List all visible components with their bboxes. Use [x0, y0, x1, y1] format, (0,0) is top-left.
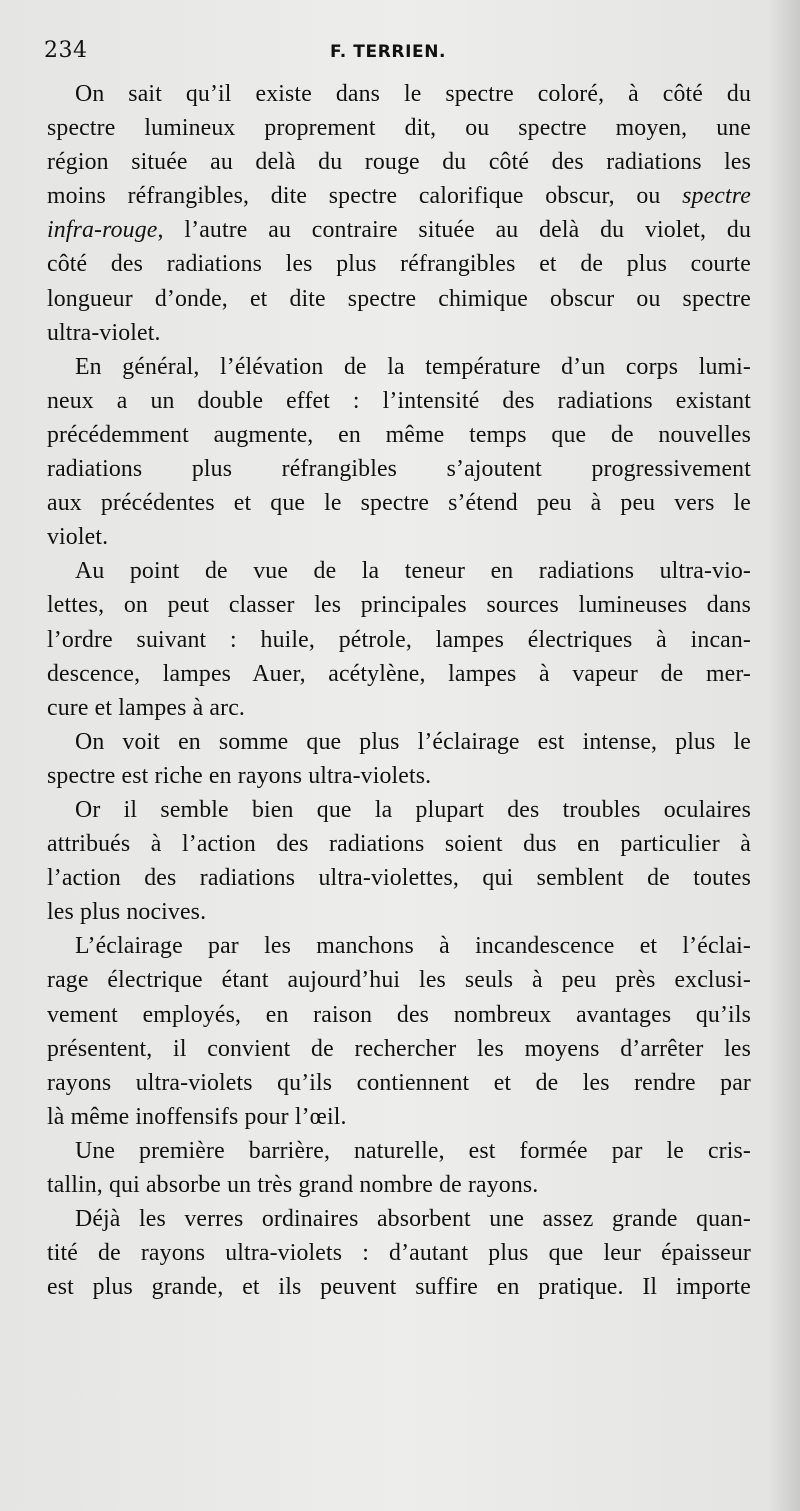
text-line: tallin, qui absorbe un très grand nombre de rayons. [47, 1172, 539, 1198]
text-line: là même inoffensifs pour l’œil. [47, 1103, 347, 1130]
text-line: L’éclairage par les manchons à incandescence et l’éclai- [75, 933, 751, 960]
running-head: F. TERRIEN. [330, 42, 447, 62]
text-line: Une première barrière, naturelle, est formée par le cris- [75, 1137, 751, 1164]
text-line: est plus grande, et ils peuvent suffire en pratique. Il importe [47, 1274, 751, 1301]
text-line: spectre est riche en rayons ultra-violets. [47, 762, 432, 789]
text-line: vement employés, en raison des nombreux avantages qu’ils [47, 1001, 751, 1028]
text-line: moins réfrangibles, dite spectre calorifique obscur, ou spectre [47, 183, 751, 210]
text-line: neux a un double effet : l’intensité des radiations existant [47, 387, 751, 414]
text-line: les plus nocives. [47, 899, 207, 926]
text-line: rayons ultra-violets qu’ils contiennent et de les rendre par [47, 1069, 751, 1096]
paragraph [47, 1134, 751, 1202]
text-line: longueur d’onde, et dite spectre chimique obscur ou spectre [47, 285, 751, 312]
text-line: lettes, on peut classer les principales sources lumineuses dans [47, 592, 751, 619]
page-header [44, 38, 754, 72]
paragraph [47, 929, 751, 1134]
text-line: radiations plus réfrangibles s’ajoutent progressivement [47, 456, 751, 483]
text-line: région située au delà du rouge du côté des radiations les [47, 149, 751, 176]
text-line: violet. [47, 524, 109, 551]
paragraph [47, 77, 751, 350]
text-line: côté des radiations les plus réfrangibles et de plus courte [47, 251, 751, 278]
text-line: tité de rayons ultra-violets : d’autant plus que leur épaisseur [47, 1240, 751, 1267]
text-line: l’ordre suivant : huile, pétrole, lampes électriques à incan- [47, 626, 751, 653]
text-line: l’action des radiations ultra-violettes, qui semblent de toutes [47, 865, 751, 892]
paragraph [47, 793, 751, 929]
text-line: infra-rouge, l’autre au contraire située au delà du violet, du [47, 217, 751, 244]
text-line: On sait qu’il existe dans le spectre coloré, à côté du [75, 81, 751, 107]
text-line: ultra-violet. [47, 319, 161, 346]
text-line: spectre lumineux proprement dit, ou spectre moyen, une [47, 115, 751, 142]
text-line: En général, l’élévation de la température d’un corps lumi- [75, 353, 751, 380]
page-number: 234 [44, 38, 88, 63]
text-line: rage électrique étant aujourd’hui les seuls à peu près exclusi- [47, 967, 751, 994]
text-line: attribués à l’action des radiations soient dus en particulier à [47, 831, 751, 858]
text-line: Déjà les verres ordinaires absorbent une assez grande quan- [75, 1206, 751, 1233]
text-line: cure et lampes à arc. [47, 694, 246, 721]
text-line: Or il semble bien que la plupart des troubles oculaires [75, 796, 751, 823]
text-line: On voit en somme que plus l’éclairage est intense, plus le [75, 728, 751, 755]
text-line: Au point de vue de la teneur en radiations ultra-vio- [75, 558, 751, 585]
text-body [47, 77, 751, 1304]
text-line: descence, lampes Auer, acétylène, lampes à vapeur de mer- [47, 660, 751, 687]
paragraph [47, 1202, 751, 1304]
paragraph [47, 554, 751, 724]
text-line: précédemment augmente, en même temps que de nouvelles [47, 421, 751, 448]
paragraph [47, 350, 751, 555]
text-line: présentent, il convient de rechercher les moyens d’arrêter les [47, 1035, 751, 1062]
paragraph [47, 725, 751, 793]
text-line: aux précédentes et que le spectre s’étend peu à peu vers le [47, 490, 751, 517]
